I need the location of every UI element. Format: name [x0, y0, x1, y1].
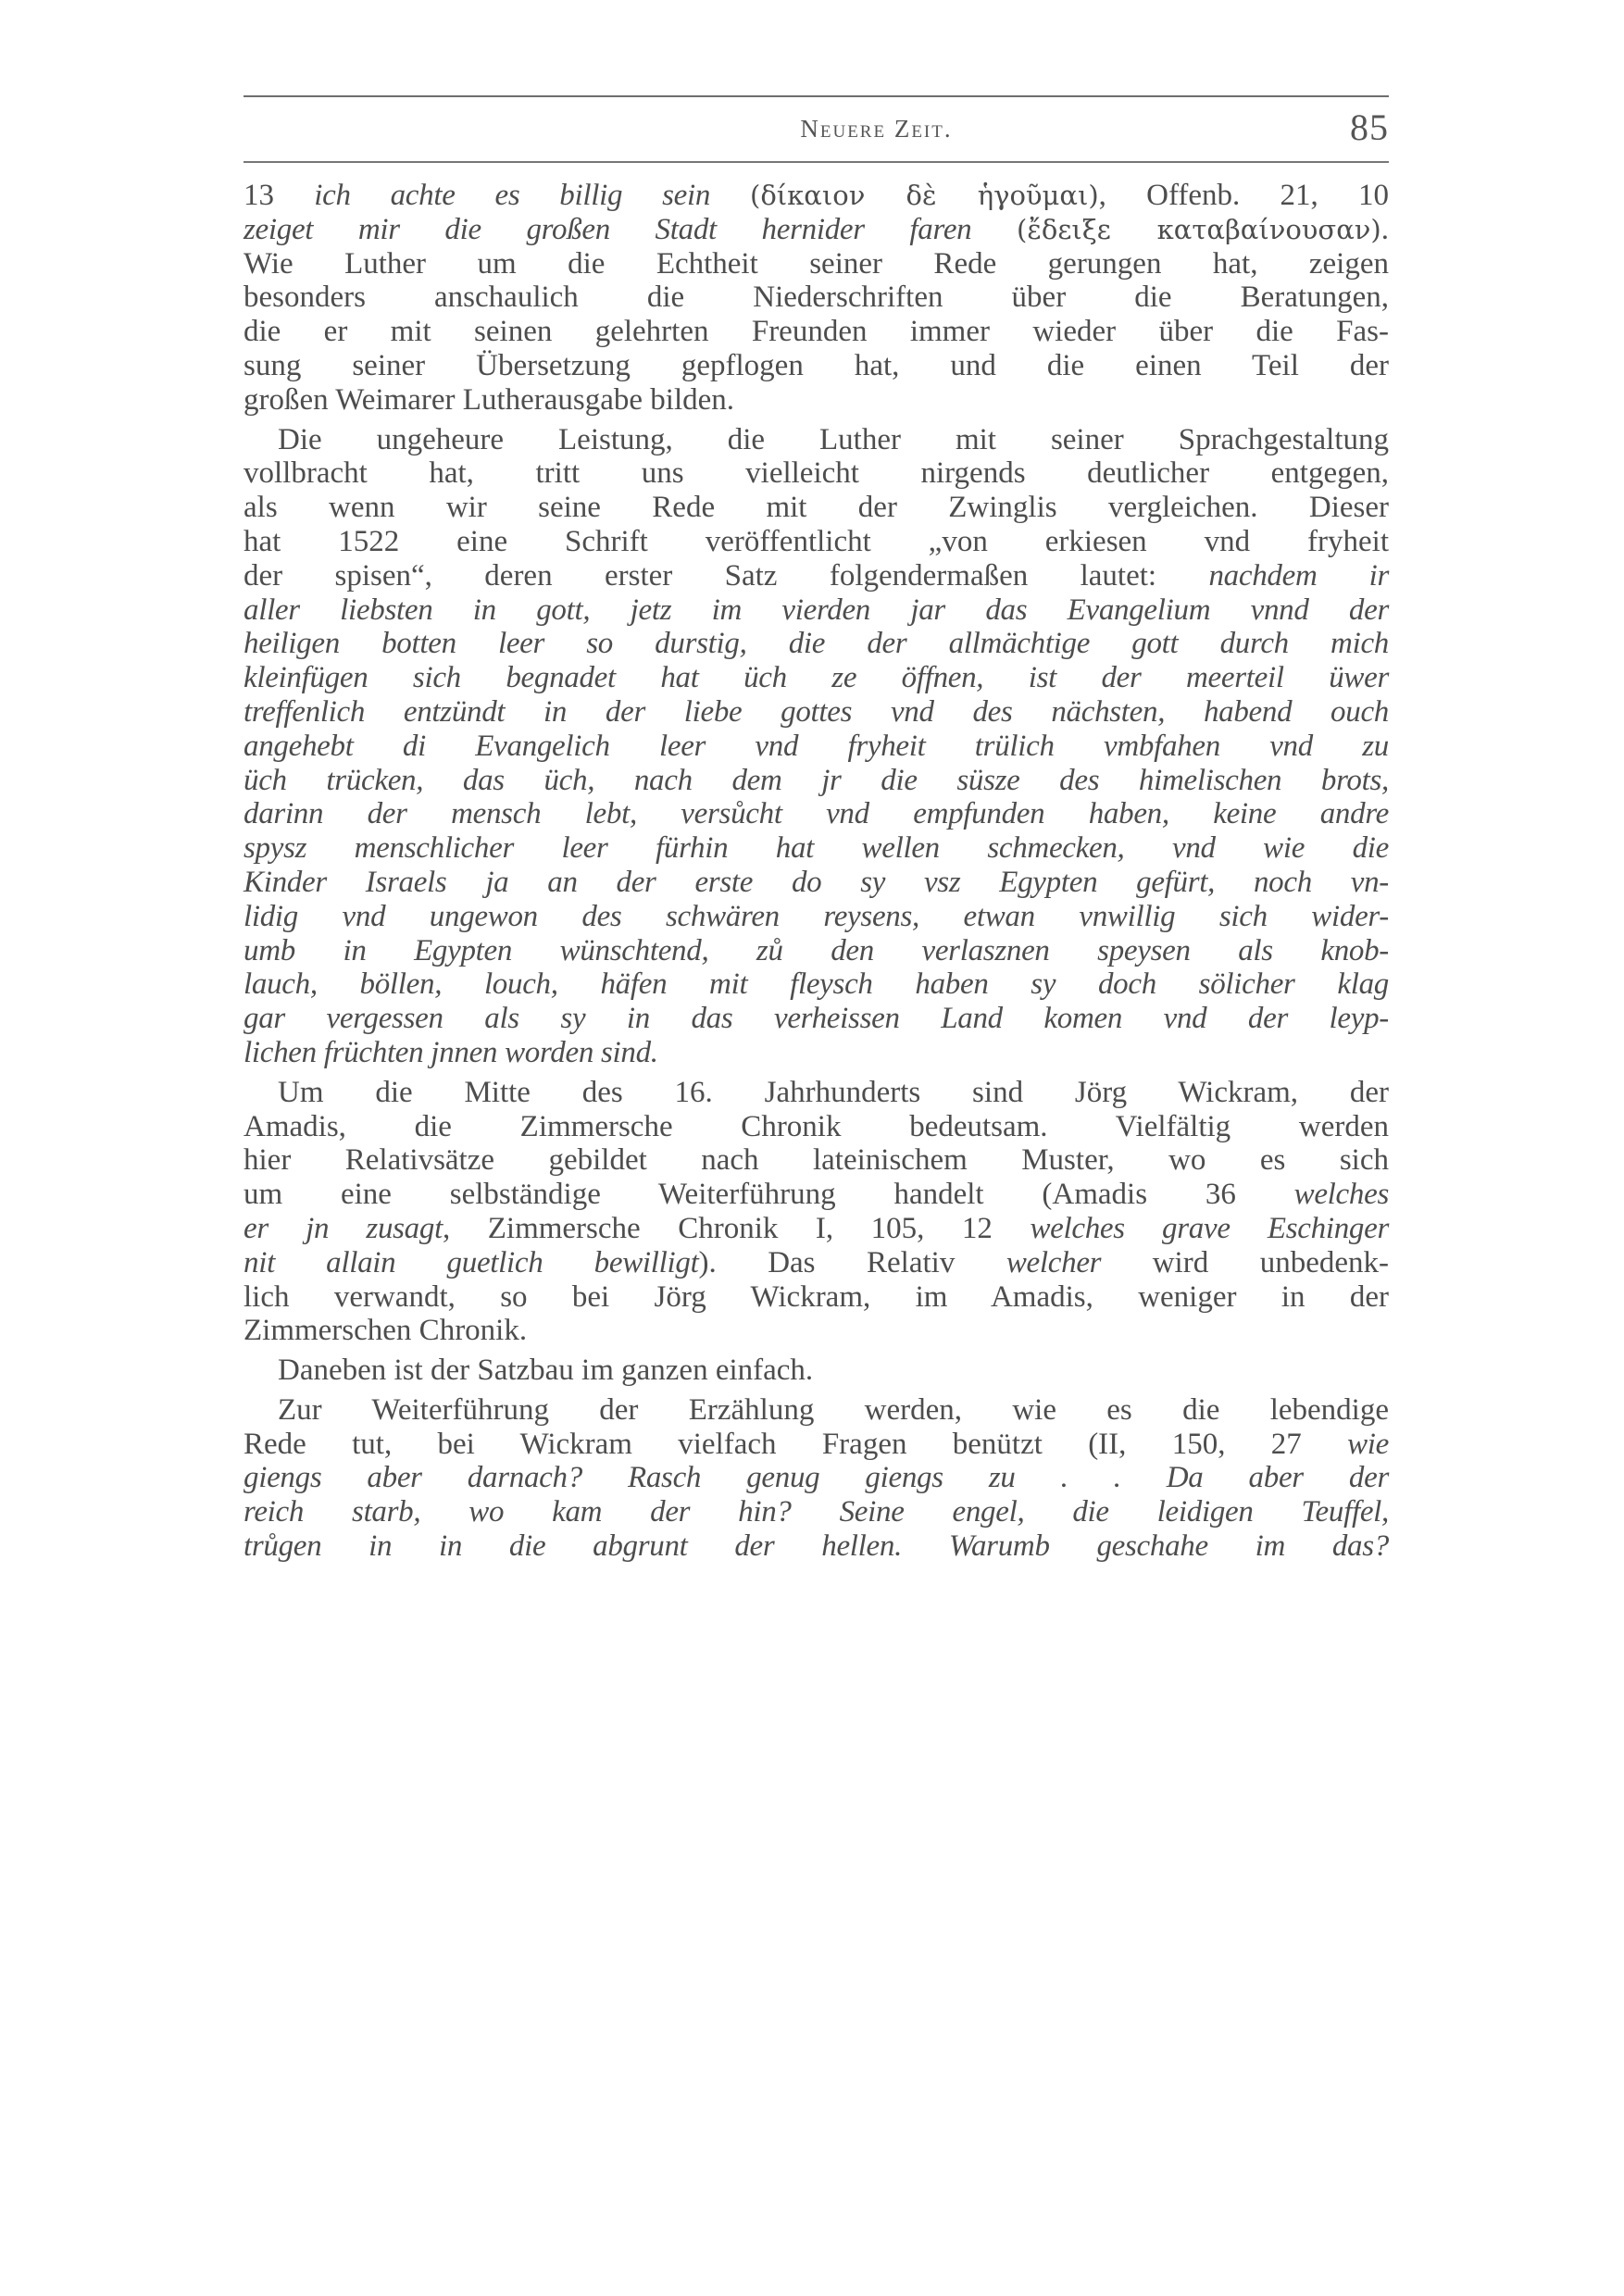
header-rule-top [244, 95, 1389, 97]
roman-text: Wie Luther um die Echtheit seiner Rede gerungen hat, zeigen [244, 246, 1389, 281]
italic-quotation: trůgen in in die abgrunt der hellen. Warumb geschahe im das? [244, 1529, 1389, 1564]
roman-text: Amadis, die Zimmersche Chronik bedeutsam. Vielfältig werden [244, 1109, 1389, 1143]
text-line [244, 179, 1389, 213]
italic-quotation: reich starb, wo kam der hin? Seine engel, die leidigen Teuffel, [244, 1495, 1389, 1529]
page-number: 85 [1350, 106, 1389, 148]
roman-text: hier Relativsätze gebildet nach lateinischem Muster, wo es sich [244, 1143, 1389, 1178]
text-line [244, 1076, 1389, 1110]
text-line [244, 593, 1389, 628]
roman-text: Daneben ist der Satzbau im ganzen einfach. [278, 1354, 814, 1388]
roman-text: , Zimmersche Chronik I, 105, 12 [442, 1211, 1031, 1245]
text-line [244, 1354, 1389, 1388]
running-head [244, 106, 1389, 157]
italic-quotation: nachdem ir [1208, 558, 1389, 593]
text-line [244, 1280, 1389, 1315]
roman-text: Rede tut, bei Wickram vielfach Fragen benützt (II, 150, 27 [244, 1427, 1348, 1461]
italic-quotation: zeiget mir die großen Stadt hernider faren [244, 212, 1018, 246]
text-line [244, 1393, 1389, 1428]
text-line [244, 1461, 1389, 1495]
italic-quotation: darinn der mensch lebt, versůcht vnd empfunden haben, keine andre [244, 797, 1389, 831]
text-line [244, 661, 1389, 695]
text-line [244, 456, 1389, 491]
italic-quotation: wie [1347, 1427, 1389, 1461]
text-line [244, 967, 1389, 1002]
italic-quotation: spysz menschlicher leer fürhin hat wellen schmecken, vnd wie die [244, 831, 1389, 866]
roman-text: besonders anschaulich die Niederschriften über die Beratungen, [244, 281, 1389, 315]
italic-quotation: kleinfügen sich begnadet hat üch ze öffnen, ist der meerteil üwer [244, 661, 1389, 695]
header-rule-bottom [244, 161, 1389, 163]
italic-quotation: nit allain guetlich bewilligt [244, 1245, 699, 1279]
text-line [244, 315, 1389, 349]
roman-text: der spisen“, deren erster Satz folgendermaßen lautet: [244, 558, 1209, 593]
roman-text: 13 [244, 179, 315, 212]
text-line [244, 627, 1389, 661]
italic-quotation: lidig vnd ungewon des schwären reysens, etwan vnwillig sich wider- [244, 899, 1389, 933]
text-line [244, 1110, 1389, 1144]
italic-quotation: ich achte es billig sein [314, 179, 751, 212]
text-line [244, 695, 1389, 730]
roman-text: lich verwandt, so bei Jörg Wickram, im Amadis, weniger in der [244, 1279, 1389, 1314]
text-line [244, 383, 1389, 418]
italic-quotation: üch trücken, das üch, nach dem jr die süsze des himelischen brots, [244, 763, 1389, 797]
text-line [244, 730, 1389, 764]
text-line [244, 1246, 1389, 1280]
greek-text: (δίκαιον δὲ ἡγοῦμαι) [750, 180, 1099, 211]
body-text [244, 179, 1389, 1564]
text-line [244, 281, 1389, 315]
italic-quotation: aller liebsten in gott, jetz im vierden jar das Evangelium vnnd der [244, 593, 1389, 627]
text-line [244, 797, 1389, 831]
text-line [244, 831, 1389, 866]
italic-quotation: umb in Egypten wünschtend, zů den verlasznen speysen als knob- [244, 933, 1389, 967]
italic-quotation: angehebt di Evangelich leer vnd fryheit trülich vmbfahen vnd zu [244, 729, 1389, 763]
roman-text: wird unbedenk- [1101, 1245, 1389, 1279]
text-line [244, 866, 1389, 900]
roman-text: vollbracht hat, tritt uns vielleicht nirgends deutlicher entgegen, [244, 456, 1389, 491]
greek-text: (ἔδειξε καταβαίνουσαν) [1017, 213, 1381, 245]
text-line [244, 423, 1389, 457]
text-line [244, 491, 1389, 525]
text-line [244, 1143, 1389, 1178]
text-line [244, 1529, 1389, 1564]
text-line [244, 764, 1389, 798]
text-line [244, 1212, 1389, 1246]
roman-text: Zur Weiterführung der Erzählung werden, wie es die lebendige [278, 1392, 1389, 1427]
text-line [244, 213, 1389, 247]
text-line [244, 1036, 1389, 1070]
text-line [244, 934, 1389, 968]
roman-text: hat 1522 eine Schrift veröffentlicht „von erkiesen vnd fryheit [244, 524, 1389, 558]
roman-text: sung seiner Übersetzung gepflogen hat, und die einen Teil der [244, 348, 1389, 382]
roman-text: Zimmerschen Chronik. [244, 1314, 528, 1348]
roman-text: ). Das Relativ [698, 1245, 1006, 1279]
italic-quotation: er jn zusagt [244, 1211, 443, 1245]
italic-quotation: Kinder Israels ja an der erste do sy vsz Egypten gefürt, noch vn- [244, 865, 1389, 899]
running-title [244, 115, 1389, 144]
text-line [244, 559, 1389, 593]
roman-text: um eine selbständige Weiterführung handelt (Amadis 36 [244, 1178, 1294, 1212]
roman-text: . [1380, 212, 1389, 246]
italic-quotation: lauch, böllen, louch, häfen mit fleysch haben sy doch sölicher klag [244, 967, 1389, 1002]
text-line [244, 1495, 1389, 1529]
roman-text: die er mit seinen gelehrten Freunden immer wieder über die Fas- [244, 315, 1389, 349]
italic-quotation: welches [1293, 1178, 1389, 1212]
roman-text: als wenn wir seine Rede mit der Zwinglis vergleichen. Dieser [244, 491, 1389, 525]
italic-quotation: treffenlich entzündt in der liebe gottes vnd des nächsten, habend ouch [244, 694, 1389, 729]
text-line [244, 1178, 1389, 1212]
text-line [244, 1002, 1389, 1036]
roman-text: , Offenb. 21, 10 [1098, 179, 1389, 212]
text-line [244, 1314, 1389, 1348]
running-title-text: Neuere Zeit. [800, 115, 953, 143]
roman-text: großen Weimarer Lutherausgabe bilden. [244, 382, 735, 417]
italic-quotation: gar vergessen als sy in das verheissen Land komen vnd der leyp- [244, 1002, 1389, 1036]
text-line [244, 525, 1389, 559]
italic-quotation: welches grave Eschinger [1030, 1211, 1390, 1245]
text-line [244, 349, 1389, 383]
italic-quotation: heiligen botten leer so durstig, die der allmächtige gott durch mich [244, 627, 1389, 661]
italic-quotation: welcher [1006, 1245, 1102, 1279]
italic-quotation: lichen früchten jnnen worden sind. [244, 1035, 658, 1069]
italic-quotation: giengs aber darnach? Rasch genug giengs zu . . Da aber der [244, 1461, 1389, 1495]
text-line [244, 1428, 1389, 1462]
roman-text: Die ungeheure Leistung, die Luther mit seiner Sprachgestaltung [278, 422, 1389, 456]
roman-text: Um die Mitte des 16. Jahrhunderts sind Jörg Wickram, der [278, 1075, 1389, 1109]
text-line [244, 900, 1389, 934]
text-line [244, 247, 1389, 281]
